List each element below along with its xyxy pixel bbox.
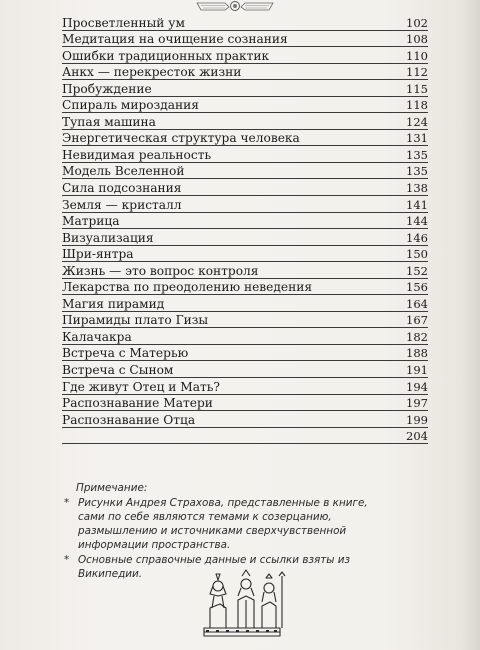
toc-entry — [62, 262, 428, 279]
note-item — [62, 496, 392, 552]
toc-entry — [62, 146, 428, 163]
toc-entry — [62, 328, 428, 345]
toc-entry — [62, 14, 428, 31]
toc-entry-title: Модель Вселенной — [62, 164, 185, 179]
note-text: Рисунки Андрея Страхова, представленные в книге, сами по себе являются темами к созерцанию, размышлению и источниками сверхчувственной информации пространства. — [78, 497, 368, 551]
toc-entry-title: Медитация на очищение сознания — [62, 32, 288, 47]
toc-entry-page: 199 — [406, 412, 428, 427]
toc-entry-page: 131 — [406, 131, 428, 146]
toc-entry-page: 146 — [406, 230, 428, 245]
toc-entry — [62, 64, 428, 81]
toc-entry-title: Магия пирамид — [62, 296, 165, 311]
toc-entry-title: Лекарства по преодолению неведения — [62, 280, 313, 295]
toc-entry-page: 141 — [406, 197, 428, 212]
toc-entry-page: 167 — [406, 313, 428, 328]
toc-entry — [62, 295, 428, 312]
toc-entry-page: 182 — [406, 329, 428, 344]
toc-entry-page: 115 — [406, 81, 428, 96]
table-of-contents — [62, 14, 428, 444]
toc-entry-page: 135 — [406, 147, 428, 162]
note-bullet: * — [64, 554, 70, 566]
toc-entry — [62, 213, 428, 230]
note-text: Основные справочные данные и ссылки взяты из Википедии. — [78, 554, 351, 580]
toc-entry-title: Распознавание Матери — [62, 396, 213, 411]
toc-entry-title: Сила подсознания — [62, 181, 182, 196]
toc-entry-title: Ошибки традиционных практик — [62, 48, 270, 63]
toc-entry — [62, 80, 428, 97]
toc-entry-title: Распознавание Отца — [62, 412, 196, 427]
toc-entry — [62, 113, 428, 130]
toc-entry-page: 152 — [406, 263, 428, 278]
egyptian-figure-icon — [196, 566, 288, 642]
toc-entry-title: Пробуждение — [62, 81, 152, 96]
toc-entry — [62, 229, 428, 246]
toc-entry — [62, 345, 428, 362]
toc-entry — [62, 312, 428, 329]
toc-entry-title: Спираль мироздания — [62, 98, 199, 113]
toc-entry-title: Встреча с Матерью — [62, 346, 189, 361]
toc-entry — [62, 31, 428, 48]
toc-entry — [62, 395, 428, 412]
toc-entry — [62, 163, 428, 180]
toc-entry-page: 194 — [406, 379, 428, 394]
toc-entry-page: 118 — [406, 98, 428, 113]
notes-heading: Примечание: — [76, 482, 148, 494]
toc-entry — [62, 246, 428, 263]
toc-entry — [62, 196, 428, 213]
note-bullet: * — [64, 497, 70, 509]
toc-entry-title: Калачакра — [62, 329, 132, 344]
toc-entry — [62, 361, 428, 378]
toc-entry-page: 188 — [406, 346, 428, 361]
toc-entry-title: Земля — кристалл — [62, 197, 182, 212]
toc-entry-page: 112 — [406, 65, 428, 80]
toc-entry-title: Шри-янтра — [62, 247, 134, 262]
toc-entry-page: 138 — [406, 181, 428, 196]
toc-entry — [62, 47, 428, 64]
toc-entry — [62, 279, 428, 296]
toc-entry-page: 108 — [406, 32, 428, 47]
toc-entry — [62, 130, 428, 147]
winged-sun-icon — [195, 0, 275, 14]
toc-entry-page: 197 — [406, 396, 428, 411]
toc-entry — [62, 97, 428, 114]
toc-entry-page: 150 — [406, 247, 428, 262]
toc-entry-title: Жизнь — это вопрос контроля — [62, 263, 259, 278]
toc-entry-page: 156 — [406, 280, 428, 295]
toc-entry-page: 164 — [406, 296, 428, 311]
toc-entry-page: 110 — [406, 48, 428, 63]
toc-entry-page: 144 — [406, 214, 428, 229]
toc-entry-title: Встреча с Сыном — [62, 363, 174, 378]
toc-entry — [62, 179, 428, 196]
toc-entry-title: Тупая машина — [62, 114, 156, 129]
toc-entry-page: 102 — [406, 15, 428, 30]
toc-entry — [62, 411, 428, 428]
page-edge-shadow — [462, 0, 480, 650]
toc-entry-page: 204 — [406, 429, 428, 444]
toc-entry-title: Энергетическая структура человека — [62, 131, 300, 146]
toc-entry-title: Где живут Отец и Мать? — [62, 379, 220, 394]
toc-entry — [62, 428, 428, 445]
toc-entry-title: Матрица — [62, 214, 120, 229]
toc-entry-page: 124 — [406, 114, 428, 129]
toc-entry-title: Анкх — перекресток жизни — [62, 65, 242, 80]
toc-entry-title: Пирамиды плато Гизы — [62, 313, 209, 328]
toc-entry-page: 135 — [406, 164, 428, 179]
toc-entry-title: Просветленный ум — [62, 15, 185, 30]
toc-entry-title: Невидимая реальность — [62, 147, 212, 162]
toc-entry-page: 191 — [406, 363, 428, 378]
toc-entry — [62, 378, 428, 395]
toc-entry-title: Визуализация — [62, 230, 154, 245]
